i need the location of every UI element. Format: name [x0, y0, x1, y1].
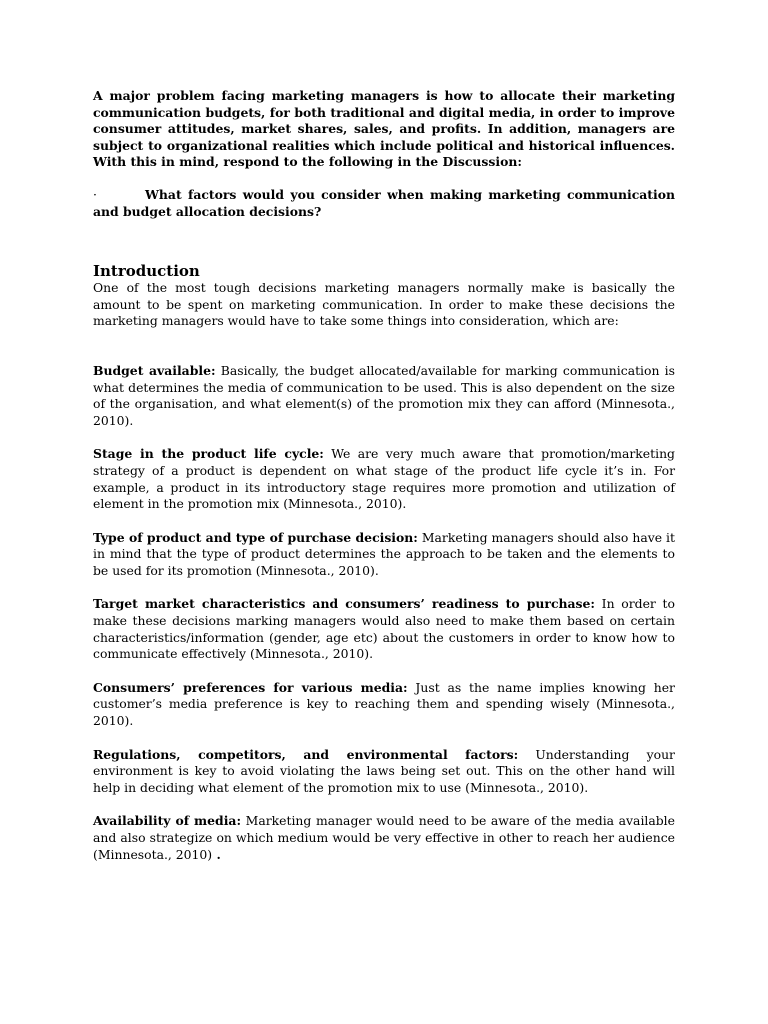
factor-media-availability — [93, 813, 675, 863]
factor-media-preferences — [93, 680, 675, 730]
factor-label: Regulations, competitors, and environmental factors: — [93, 746, 519, 762]
factor-text: Understanding your environment is key to avoid violating the laws being set out. This on the other hand will help in deciding what element of the promotion mix to use (Minnesota., 2010). — [93, 746, 675, 795]
discussion-prompt: A major problem facing marketing managers is how to allocate their marketing communication budgets, for both traditional and digital media, in order to improve consumer attitudes, market shares, sales, and profits. In addition, managers are subject to organizational realities which include political and historical influences. With this in mind, respond to the following in the Discussion: — [93, 88, 675, 170]
bullet-symbol: · — [93, 186, 97, 202]
factor-text: Marketing manager would need to be aware of the media available and also strategize on which medium would be very effective in other to reach her audience (Minnesota., 2010) — [93, 813, 675, 862]
factor-text: We are very much aware that promotion/marketing strategy of a product is dependent on what stage of the product life cycle it’s in. For example, a product in its introductory stage requires more promotion and utilization of element in the promotion mix (Minnesota., 2010). — [93, 446, 675, 512]
factor-label: Target market characteristics and consumers’ readiness to purchase: — [93, 596, 595, 612]
discussion-question — [93, 187, 675, 220]
question-text: What factors would you consider when making marketing communication and budget allocation decisions? — [93, 186, 675, 219]
factor-budget-available — [93, 363, 675, 429]
factor-label: Consumers’ preferences for various media: — [93, 679, 408, 695]
factor-regulations — [93, 747, 675, 797]
factor-label: Type of product and type of purchase decision: — [93, 529, 418, 545]
factor-product-life-cycle — [93, 446, 675, 512]
factor-text: Marketing managers should also have it in mind that the type of product determines the approach to be taken and the elements to be used for its promotion (Minnesota., 2010). — [93, 529, 675, 578]
introduction-text: One of the most tough decisions marketing managers normally make is basically the amount to be spent on marketing communication. In order to make these decisions the marketing managers would have to take some things into consideration, which are: — [93, 280, 675, 329]
factor-text: In order to make these decisions marking managers would also need to make them based on certain characteristics/information (gender, age etc) about the customers in order to know how to communicate effectively (Minnesota., 2010). — [93, 596, 675, 662]
factor-text: Just as the name implies knowing her customer’s media preference is key to reaching them and spending wisely (Minnesota., 2010). — [93, 679, 675, 729]
factor-product-type — [93, 530, 675, 580]
document-page — [93, 88, 675, 863]
factor-target-market — [93, 596, 675, 662]
factor-label: Availability of media: — [93, 813, 242, 829]
factor-label: Budget available: — [93, 362, 216, 378]
factor-text: Basically, the budget allocated/available for marking communication is what determines the media of communication to be used. This is also dependent on the size of the organisation, and what element(s) of the promotion mix they can afford (Minnesota., 2010). — [93, 362, 675, 428]
introduction-heading: Introduction — [93, 262, 200, 281]
factor-label: Stage in the product life cycle: — [93, 446, 324, 462]
factor-trailing-period: . — [212, 846, 221, 862]
